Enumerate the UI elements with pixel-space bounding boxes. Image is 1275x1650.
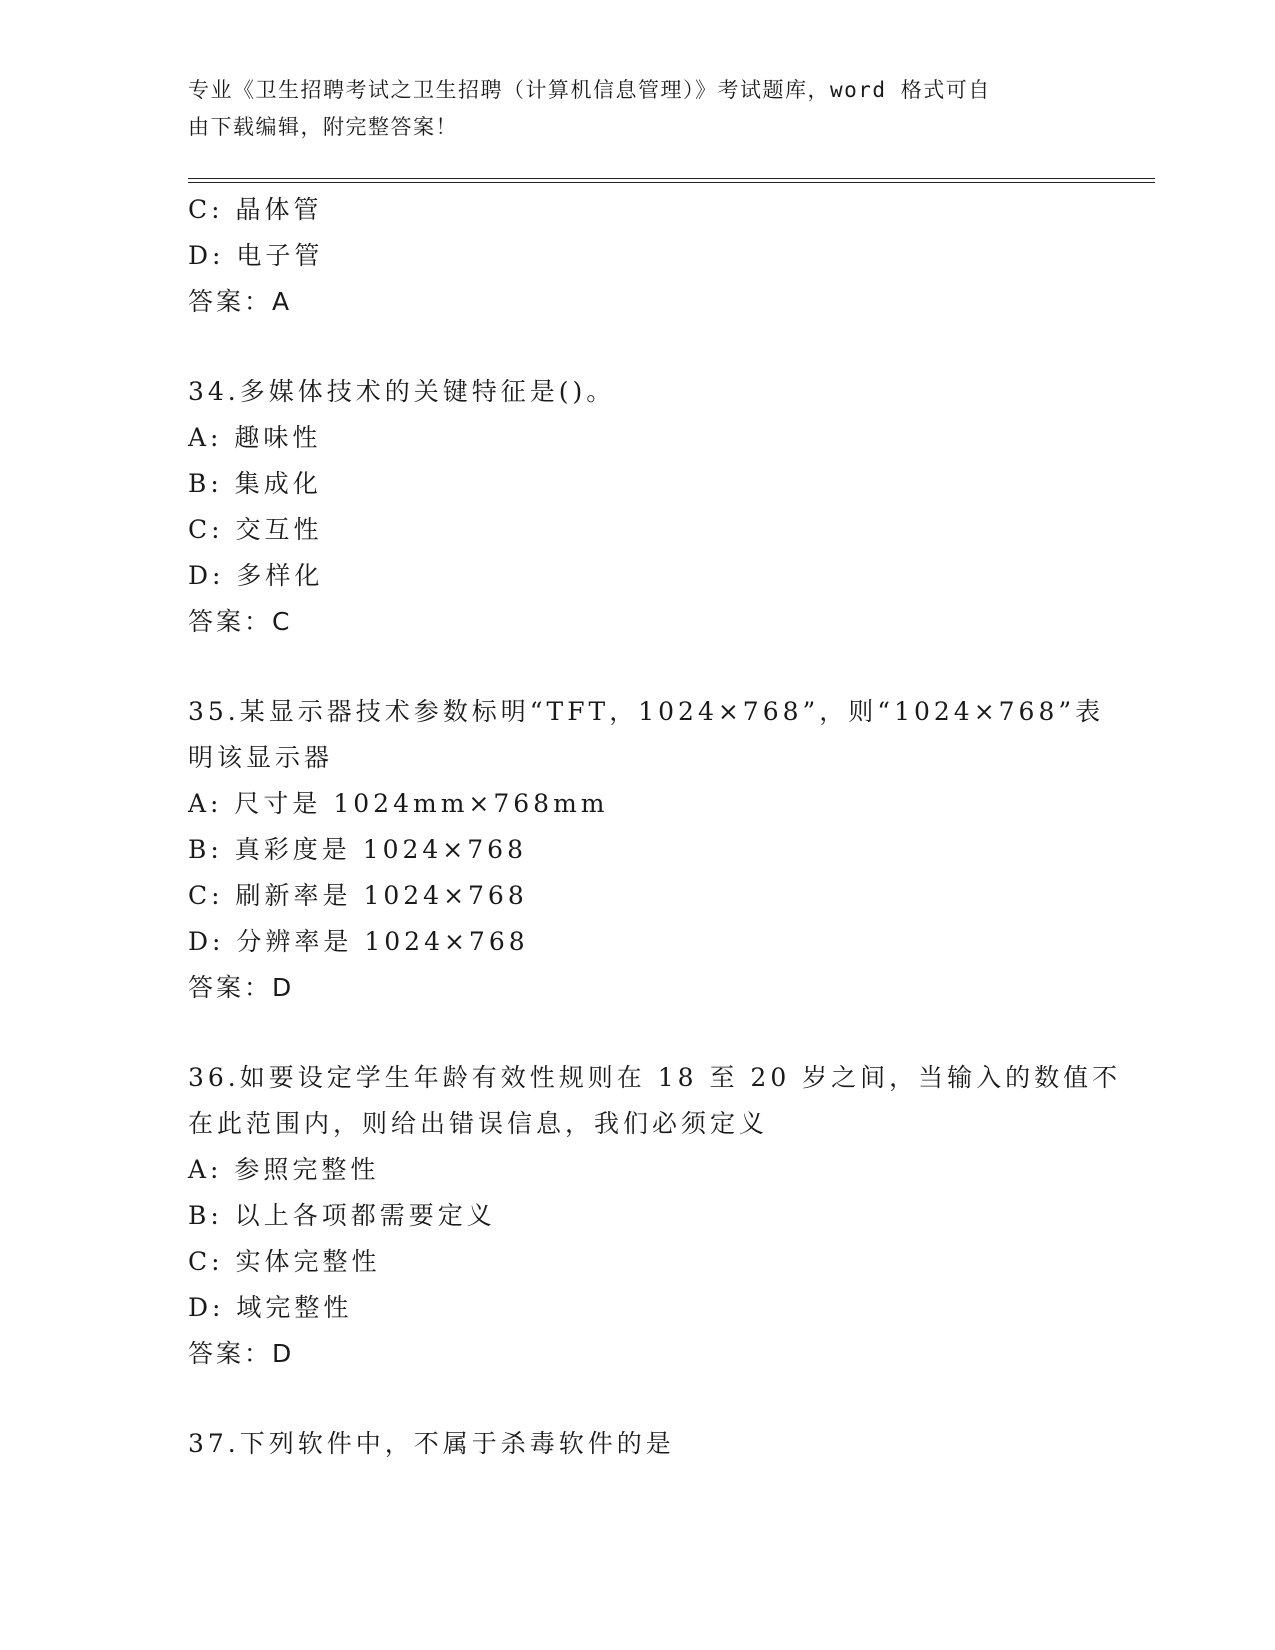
question-list xyxy=(188,187,1122,1467)
spacer xyxy=(188,325,1088,369)
option-d: D: 分辨率是 1024×768 xyxy=(188,927,529,956)
option-c: C: 交互性 xyxy=(188,515,323,544)
answer-label: 答案：C xyxy=(188,607,293,636)
question-text-line-2: 明该显示器 xyxy=(188,743,334,772)
option-a: A: 尺寸是 1024mm×768mm xyxy=(188,789,609,818)
option-d: D: 多样化 xyxy=(188,561,324,590)
header-divider xyxy=(188,178,1155,183)
option-b: B: 真彩度是 1024×768 xyxy=(188,835,527,864)
spacer xyxy=(188,1377,1088,1421)
option-d: D: 电子管 xyxy=(188,241,324,270)
header-line-2: 由下载编辑，附完整答案！ xyxy=(188,115,458,139)
option-a: A: 趣味性 xyxy=(188,423,322,452)
question-text: 37.下列软件中，不属于杀毒软件的是 xyxy=(188,1429,675,1458)
option-c: C: 实体完整性 xyxy=(188,1247,381,1276)
option-b: B: 以上各项都需要定义 xyxy=(188,1201,496,1230)
option-c: C: 晶体管 xyxy=(188,195,323,224)
question-34 xyxy=(188,369,1088,645)
question-text: 34.多媒体技术的关键特征是()。 xyxy=(188,377,616,406)
question-33-tail xyxy=(188,187,1088,325)
option-a: A: 参照完整性 xyxy=(188,1155,380,1184)
option-d: D: 域完整性 xyxy=(188,1293,353,1322)
document-header xyxy=(188,72,1068,146)
option-b: B: 集成化 xyxy=(188,469,322,498)
header-line-1: 专业《卫生招聘考试之卫生招聘（计算机信息管理）》考试题库，word 格式可自 xyxy=(188,78,991,102)
question-text-line-1: 35.某显示器技术参数标明“TFT，1024×768”，则“1024×768”表 xyxy=(188,697,1105,726)
option-c: C: 刷新率是 1024×768 xyxy=(188,881,528,910)
answer-label: 答案：D xyxy=(188,973,295,1002)
answer-label: 答案：A xyxy=(188,287,293,316)
spacer xyxy=(188,645,1088,689)
question-text-line-1: 36.如要设定学生年龄有效性规则在 18 至 20 岁之间，当输入的数值不 xyxy=(188,1063,1122,1092)
question-37 xyxy=(188,1421,1088,1467)
spacer xyxy=(188,1011,1088,1055)
question-text-line-2: 在此范围内，则给出错误信息，我们必须定义 xyxy=(188,1109,769,1138)
question-35 xyxy=(188,689,1105,1011)
answer-label: 答案：D xyxy=(188,1339,295,1368)
question-36 xyxy=(188,1055,1122,1377)
